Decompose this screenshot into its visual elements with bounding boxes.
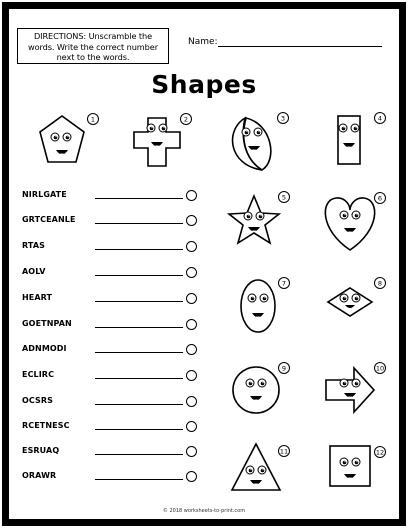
shape-number-10: [375, 363, 386, 374]
shape-number-1: [88, 114, 99, 125]
star-icon: [229, 196, 279, 243]
shape-number-8: [375, 278, 386, 289]
svg-text:4: 4: [377, 114, 383, 123]
pentagon-icon: [40, 116, 84, 162]
svg-text:9: 9: [281, 364, 287, 373]
page-title: Shapes: [151, 70, 257, 99]
svg-text:5: 5: [281, 193, 287, 202]
svg-text:2: 2: [183, 115, 189, 124]
scrambled-word: ADNMODI: [22, 344, 67, 353]
shape-number-6: [375, 193, 386, 204]
triangle-icon: [232, 444, 280, 490]
scrambled-word: HEART: [22, 293, 53, 302]
scrambled-word: ORAWR: [22, 471, 57, 480]
circle-icon: [233, 367, 279, 413]
rectangle-icon: [338, 116, 360, 164]
arrow-icon: [326, 368, 374, 412]
shape-number-3: [278, 113, 289, 124]
scrambled-word: RTAS: [22, 241, 45, 250]
shape-number-11: [279, 446, 290, 457]
svg-text:8: 8: [377, 279, 383, 288]
scrambled-word: ESRUAQ: [22, 446, 60, 455]
copyright-footer: © 2018 worksheets-to-print.com: [162, 508, 246, 514]
name-label: Name:: [188, 37, 218, 47]
svg-text:12: 12: [375, 448, 385, 457]
scrambled-word: GOETNPAN: [22, 319, 72, 328]
svg-text:11: 11: [279, 447, 289, 456]
oval-icon: [241, 280, 275, 332]
shape-number-2: [181, 114, 192, 125]
shape-number-4: [375, 113, 386, 124]
crescent-icon: [233, 118, 271, 170]
shape-number-7: [279, 278, 290, 289]
shape-number-9: [279, 363, 290, 374]
shape-number-5: [279, 192, 290, 203]
diamond-icon: [328, 288, 372, 316]
svg-text:6: 6: [377, 194, 383, 203]
cross-icon: [134, 118, 180, 166]
svg-text:10: 10: [375, 364, 385, 373]
svg-text:3: 3: [280, 114, 286, 123]
scrambled-word: ECLIRC: [22, 370, 55, 379]
scrambled-word: GRTCEANLE: [22, 215, 76, 224]
scrambled-word: NIRLGATE: [22, 190, 67, 199]
scrambled-word: OCSRS: [22, 396, 54, 405]
shape-number-12: [375, 447, 386, 458]
square-icon: [330, 446, 370, 486]
directions-box: DIRECTIONS: Unscramble the words. Write the correct number next to the words.: [17, 28, 169, 64]
svg-text:1: 1: [90, 115, 96, 124]
svg-text:7: 7: [281, 279, 287, 288]
scrambled-word: RCETNESC: [22, 421, 70, 430]
heart-icon: [325, 198, 374, 250]
scrambled-word: AOLV: [22, 267, 46, 276]
